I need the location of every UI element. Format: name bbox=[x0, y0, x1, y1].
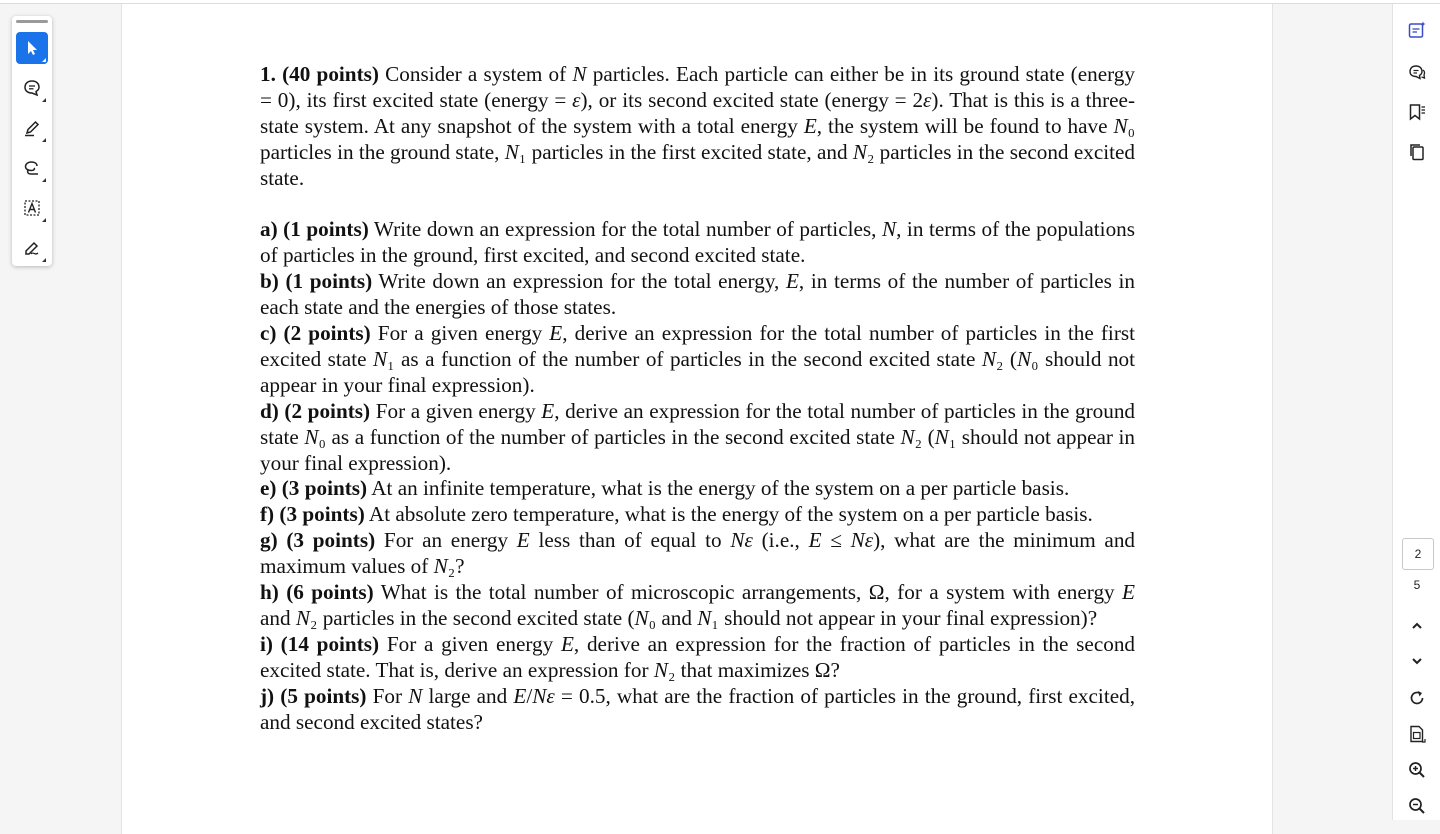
problem-part-label: b) (1 points) bbox=[260, 269, 373, 294]
problem-part bbox=[260, 321, 1135, 399]
zoom-out-button[interactable] bbox=[1405, 794, 1429, 818]
pen-icon bbox=[22, 118, 42, 138]
problem-part-text: Write down an expression for the total energy, E, in terms of the number of particles in each state and the energies of those states. bbox=[260, 269, 1135, 320]
problem-part-label: f) (3 points) bbox=[260, 502, 365, 527]
comments-icon bbox=[1407, 63, 1427, 83]
comments-panel-button[interactable] bbox=[1405, 61, 1429, 85]
toolbar-drag-handle[interactable] bbox=[16, 20, 48, 23]
chevron-down-icon bbox=[1407, 651, 1427, 671]
bookmark-icon bbox=[1407, 102, 1427, 122]
problem-part-text: At an infinite temperature, what is the energy of the system on a per particle basis. bbox=[371, 476, 1070, 501]
previous-page-button[interactable] bbox=[1405, 614, 1429, 638]
bookmarks-panel-button[interactable] bbox=[1405, 100, 1429, 124]
problem-part bbox=[260, 684, 1135, 736]
problem-part-text: For a given energy E, derive an expression for the total number of particles in the ground state N₀ as a function of the number of particles in the second excited state N₂ (N₁ should not appear in your final expression). bbox=[260, 398, 1136, 475]
problem-intro bbox=[260, 62, 1135, 192]
lasso-icon bbox=[22, 158, 42, 178]
problem-intro-label: 1. (40 points) bbox=[260, 62, 379, 86]
comment-bubble-icon bbox=[22, 78, 42, 98]
text-box-tool-button[interactable] bbox=[16, 192, 48, 224]
comment-tool-button[interactable] bbox=[16, 72, 48, 104]
problem-parts-list bbox=[260, 217, 1135, 735]
annotation-toolbar bbox=[12, 16, 52, 266]
problem-part-text: For a given energy E, derive an expression for the fraction of particles in the second excited state. That is, derive an expression for N₂ that maximizes Ω? bbox=[260, 631, 1136, 682]
total-pages-label: 5 bbox=[1413, 578, 1421, 592]
pages-icon bbox=[1407, 142, 1427, 162]
signature-tool-button[interactable] bbox=[16, 232, 48, 264]
problem-part-label: d) (2 points) bbox=[260, 398, 371, 423]
paragraph-gap bbox=[260, 192, 1135, 218]
current-page-input[interactable]: 2 bbox=[1402, 538, 1434, 570]
problem-part bbox=[260, 632, 1135, 684]
problem-part-text: For an energy E less than of equal to Nε (i.e., E ≤ Nε), what are the minimum and maximum values of N₂? bbox=[260, 528, 1136, 579]
problem-part-label: a) (1 points) bbox=[260, 217, 369, 242]
problem-part-label: j) (5 points) bbox=[260, 683, 367, 708]
rotate-button[interactable] bbox=[1405, 686, 1429, 710]
problem-part-label: i) (14 points) bbox=[260, 631, 380, 656]
problem-part bbox=[260, 528, 1135, 580]
rotate-icon bbox=[1407, 688, 1427, 708]
select-tool-button[interactable] bbox=[16, 32, 48, 64]
zoom-in-button[interactable] bbox=[1405, 758, 1429, 782]
ai-assistant-icon bbox=[1407, 20, 1427, 40]
problem-part bbox=[260, 399, 1135, 477]
problem-part-label: g) (3 points) bbox=[260, 528, 376, 553]
problem-part-text: What is the total number of microscopic arrangements, Ω, for a system with energy E and N₂ particles in the second excited state (N₀ and N₁ should not appear in your final expression)? bbox=[260, 580, 1135, 631]
ai-assistant-button[interactable] bbox=[1405, 18, 1429, 42]
problem-part bbox=[260, 269, 1135, 321]
problem-part-label: c) (2 points) bbox=[260, 321, 371, 346]
problem-intro-text: Consider a system of N particles. Each particle can either be in its ground state (energy = 0), its first excited state (energy = ε), or its second excited state (energy = 2ε). That is this is a three-state system. At any snapshot of the system with a total energy E, the system will be found to have N₀ particles in the ground state, N₁ particles in the first excited state, and N₂ particles in the second excited state. bbox=[260, 62, 1136, 190]
pages-panel-button[interactable] bbox=[1405, 140, 1429, 164]
problem-part bbox=[260, 502, 1135, 528]
problem-part-label: h) (6 points) bbox=[260, 580, 374, 605]
pen-tool-button[interactable] bbox=[16, 112, 48, 144]
page-fit-button[interactable] bbox=[1405, 722, 1429, 746]
zoom-out-icon bbox=[1407, 796, 1427, 816]
problem-part-text: For N large and E/Nε = 0.5, what are the fraction of particles in the ground, first excited, and second excited states? bbox=[260, 683, 1135, 734]
problem-text bbox=[260, 62, 1135, 736]
page-fit-icon bbox=[1407, 724, 1427, 744]
cursor-arrow-icon bbox=[22, 38, 42, 58]
chevron-up-icon bbox=[1407, 616, 1427, 636]
problem-part-text: For a given energy E, derive an expression for the total number of particles in the first excited state N₁ as a function of the number of particles in the second excited state N₂ (N₀ should not appear in your final expression). bbox=[260, 321, 1136, 397]
problem-part bbox=[260, 580, 1135, 632]
problem-part bbox=[260, 217, 1135, 269]
right-sidebar bbox=[1392, 4, 1440, 820]
zoom-in-icon bbox=[1407, 760, 1427, 780]
draw-tool-button[interactable] bbox=[16, 152, 48, 184]
problem-part-text: At absolute zero temperature, what is the energy of the system on a per particle basis. bbox=[368, 502, 1093, 527]
text-box-icon bbox=[22, 198, 42, 218]
problem-part bbox=[260, 476, 1135, 502]
pdf-page bbox=[121, 4, 1273, 834]
next-page-button[interactable] bbox=[1405, 649, 1429, 673]
problem-part-label: e) (3 points) bbox=[260, 476, 368, 501]
problem-part-text: Write down an expression for the total number of particles, N, in terms of the populations of particles in the ground, first excited, and second excited state. bbox=[260, 217, 1136, 268]
signature-pen-icon bbox=[22, 238, 42, 258]
